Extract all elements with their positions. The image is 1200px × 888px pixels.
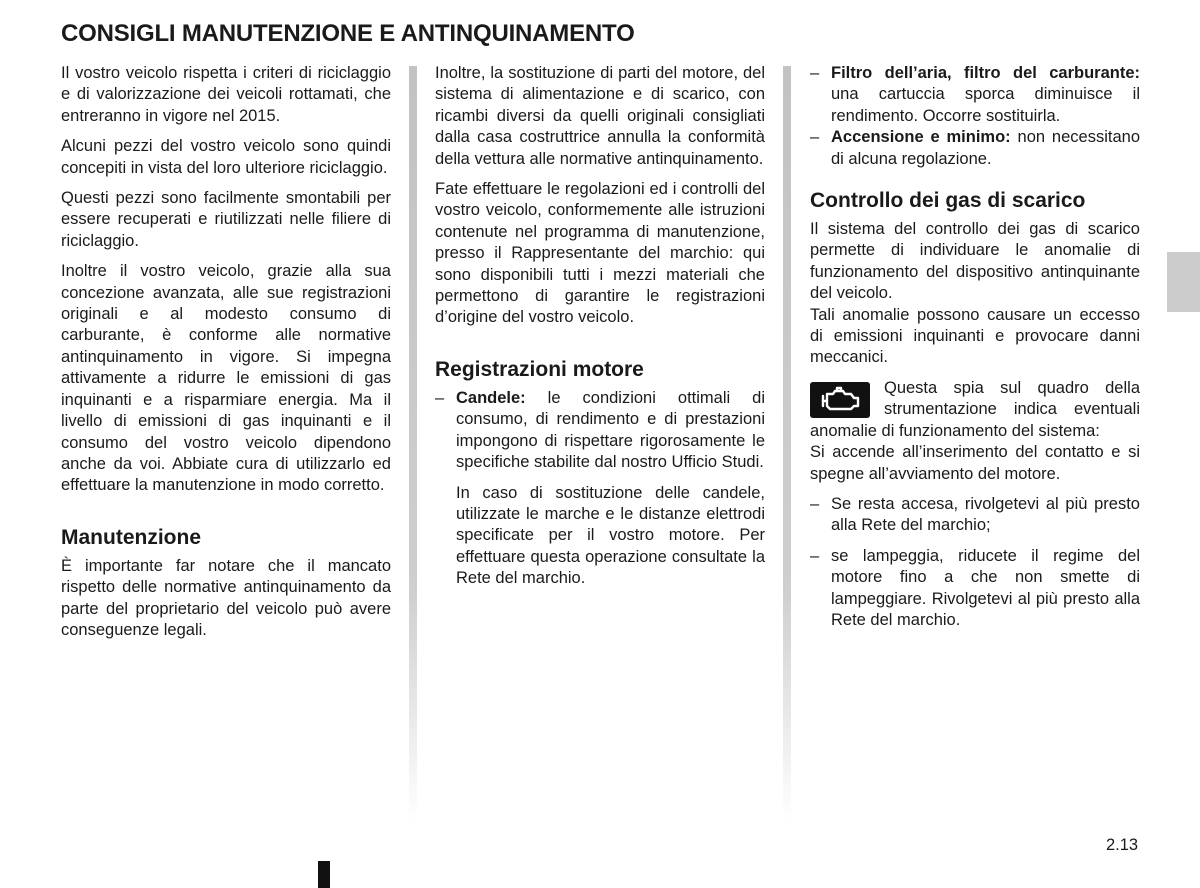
list-dash: – (810, 64, 820, 82)
crop-mark (318, 861, 330, 888)
paragraph: È importante far notare che il mancato rispetto delle normative antinquinamento da parte del proprietario del veicolo può avere conseguenze legali. (61, 556, 391, 639)
list-item-text (831, 127, 1140, 170)
list-item-accensione (810, 127, 1140, 170)
list-dash: – (810, 494, 820, 513)
list-dash: – (810, 546, 820, 565)
list-item-body: le condizioni ottimali di consumo, di rendimento e di prestazioni impongono di rispettare rigorosamente le specifiche stabilite dal nostro Ufficio Studi. (456, 388, 765, 472)
paragraph: Alcuni pezzi del vostro veicolo sono quindi concepiti in vista del loro ulteriore riciclaggio. (61, 137, 391, 177)
paragraph: Si accende all’inserimento del contatto e si spegne all’avviamento del motore. (810, 443, 1140, 483)
paragraph: Il sistema del controllo dei gas di scarico permette di individuare le anomalie di funzionamento del dispositivo antinquinante del veicolo. (810, 220, 1140, 303)
page-number: 2.13 (1106, 836, 1139, 854)
paragraph: Questa spia sul quadro della strumentazione indica eventuali anomalie di funzionamento del sistema: (810, 378, 1140, 440)
list-item-text: Se resta accesa, rivolgetevi al più presto alla Rete del marchio; (831, 494, 1140, 535)
list-item-accesa (810, 494, 1140, 537)
list-item-body: una cartuccia sporca diminuisce il rendimento. Occorre sostituirla. (831, 85, 1140, 125)
paragraph: Inoltre, la sostituzione di parti del motore, del sistema di alimentazione e di scarico, con ricambi diversi da quelli originali consigliati dalla casa costruttrice annulla la conformità della vettura alle normative antinquinamento. (435, 64, 765, 168)
column-2 (435, 63, 765, 599)
list-item-candele (435, 388, 765, 474)
paragraph: Fate effettuare le regolazioni ed i controlli del vostro veicolo, conformemente alle istruzioni contenute nel programma di manutenzione, presso il Rappresentante del marchio: qui sono disponibili tutti i mezzi materiali che permettono di garantire le registrazioni d’origine del vostro veicolo. (435, 180, 765, 327)
paragraph: Questi pezzi sono facilmente smontabili per essere recuperati e riutilizzati nelle filiere di riciclaggio. (61, 189, 391, 250)
paragraph: Inoltre il vostro veicolo, grazie alla sua concezione avanzata, alle sue registrazioni originali e al modesto consumo di carburante, è conforme alle normative antinquinamento in vigore. Si impegna attivamente a ridurre le emissioni di gas inquinanti e a risparmiare energia. Ma il livello di emissioni di gas inquinanti e il consumo del vostro veicolo dipendono anche da voi. Abbiate cura di utilizzarlo ed effettuare la manutenzione in modo corretto. (61, 262, 391, 495)
list-item-label: Filtro dell’aria, filtro del carburante: (831, 64, 1140, 82)
list-item-lampeggia (810, 546, 1140, 632)
list-item-label: Accensione e minimo: (831, 128, 1011, 147)
list-item-filtro (810, 63, 1140, 127)
warning-light-block (810, 378, 1140, 494)
page-title: CONSIGLI MANUTENZIONE E ANTINQUINAMENTO (61, 20, 635, 47)
section-heading-registrazioni-motore: Registrazioni motore (435, 357, 644, 381)
column-1 (61, 63, 391, 650)
paragraph: Tali anomalie possono causare un eccesso di emissioni inquinanti e provocare danni meccanici. (810, 305, 1140, 367)
list-item-label: Candele: (456, 388, 526, 407)
column-divider (409, 66, 417, 821)
list-dash: – (435, 388, 445, 407)
column-3 (810, 63, 1140, 640)
list-item-body: non necessitano di alcuna regolazione. (831, 128, 1140, 168)
list-item-text: se lampeggia, riducete il regime del motore fino a che non smette di lampeggiare. Rivolgetevi al più presto alla Rete del marchio. (831, 546, 1140, 629)
paragraph: Il vostro veicolo rispetta i criteri di riciclaggio e di valorizzazione dei veicoli rottamati, che entreranno in vigore nel 2015. (61, 64, 391, 125)
paragraph: In caso di sostituzione delle candele, utilizzate le marche e le distanze elettrodi specificate per il vostro motore. Per effettuare questa operazione consultate la Rete del marchio. (456, 483, 765, 588)
section-thumb-tab (1167, 252, 1200, 312)
list-item-text (456, 388, 765, 474)
section-heading-controllo-gas: Controllo dei gas di scarico (810, 189, 1086, 213)
column-divider (783, 66, 791, 821)
engine-check-icon (810, 382, 870, 418)
section-heading-manutenzione: Manutenzione (61, 525, 201, 549)
list-dash: – (810, 128, 820, 147)
list-item-text (831, 63, 1140, 127)
